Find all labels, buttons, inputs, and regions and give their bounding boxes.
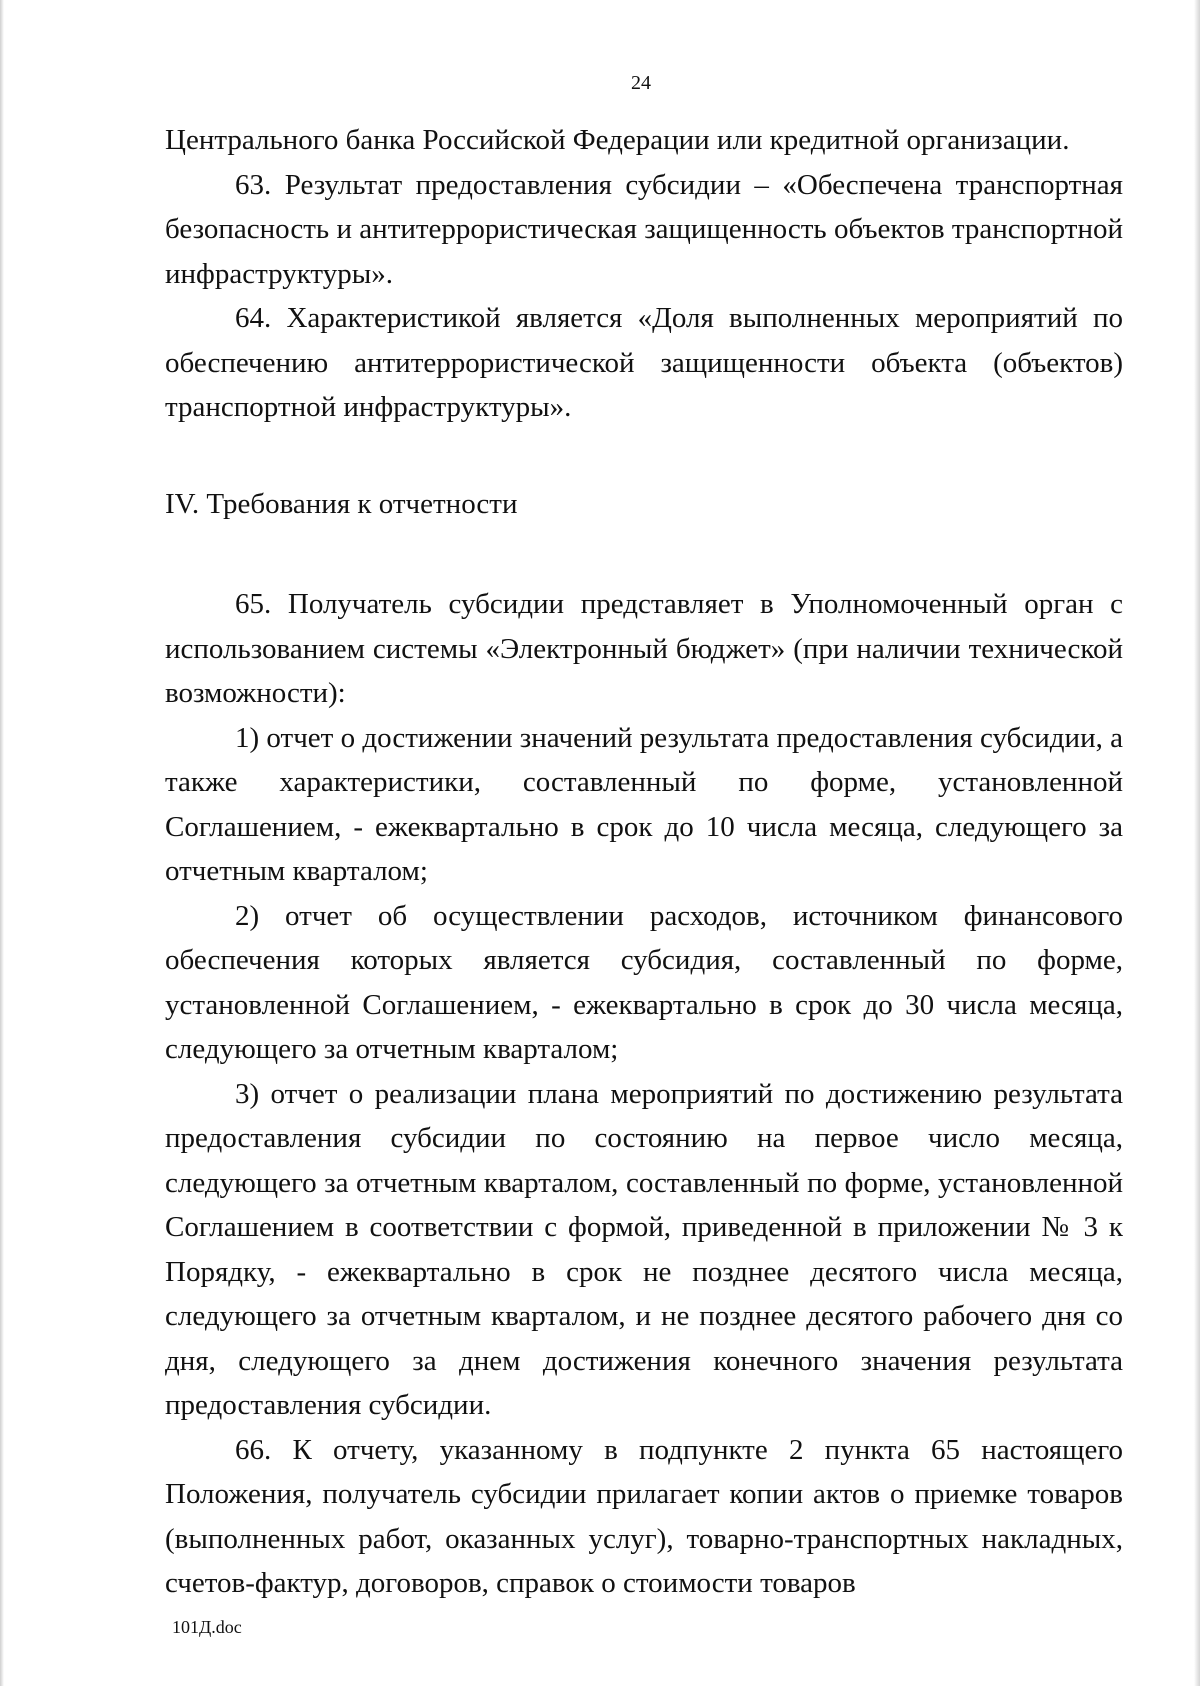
paragraph-65-item-2: 2) отчет об осуществлении расходов, источником финансового обеспечения которых является субсидия, составленный по форме, установленной Соглашением, - ежеквартально в срок до 30 числа месяца, следующего за отчетным кварталом; bbox=[165, 899, 1123, 1065]
paragraph-66: 66. К отчету, указанному в подпункте 2 пункта 65 настоящего Положения, получатель субсидии прилагает копии актов о приемке товаров (выполненных работ, оказанных услуг), товарно-транспортных накладных, счетов-фактур, договоров, справок о стоимости товаров bbox=[165, 1433, 1123, 1599]
paragraph-64: 64. Характеристикой является «Доля выполненных мероприятий по обеспечению антитеррористической защищенности объекта (объектов) транспортной инфраструктуры». bbox=[165, 302, 1123, 423]
paragraph-65-item-1: 1) отчет о достижении значений результата предоставления субсидии, а также характеристики, составленный по форме, установленной Соглашением, - ежеквартально в срок до 10 числа месяца, следующего за отчетным кварталом; bbox=[165, 721, 1123, 887]
scan-edge-left bbox=[0, 0, 4, 1686]
paragraph-65: 65. Получатель субсидии представляет в Уполномоченный орган с использованием системы «Электронный бюджет» (при наличии технической возможности): bbox=[165, 588, 1123, 709]
paragraph-65-item-3: 3) отчет о реализации плана мероприятий по достижению результата предоставления субсидии по состоянию на первое число месяца, следующего за отчетным кварталом, составленный по форме, установленной Соглашением в соответствии с формой, приведенной в приложении № 3 к Порядку, - ежеквартально в срок не позднее десятого числа месяца, следующего за отчетным кварталом, и не позднее десятого рабочего дня со дня, следующего за днем достижения конечного значения результата предоставления субсидии. bbox=[165, 1077, 1123, 1421]
section-heading: IV. Требования к отчетности bbox=[165, 487, 518, 520]
scan-edge-right bbox=[1194, 0, 1200, 1686]
file-name-footer: 101Д.doc bbox=[172, 1617, 242, 1637]
document-body bbox=[165, 118, 1123, 1606]
paragraph-63: 63. Результат предоставления субсидии – «Обеспечена транспортная безопасность и антитеррористическая защищенность объектов транспортной инфраструктуры». bbox=[165, 168, 1123, 290]
paragraph-continuation: Центрального банка Российской Федерации или кредитной организации. bbox=[165, 124, 1070, 156]
page-number: 24 bbox=[631, 72, 651, 94]
